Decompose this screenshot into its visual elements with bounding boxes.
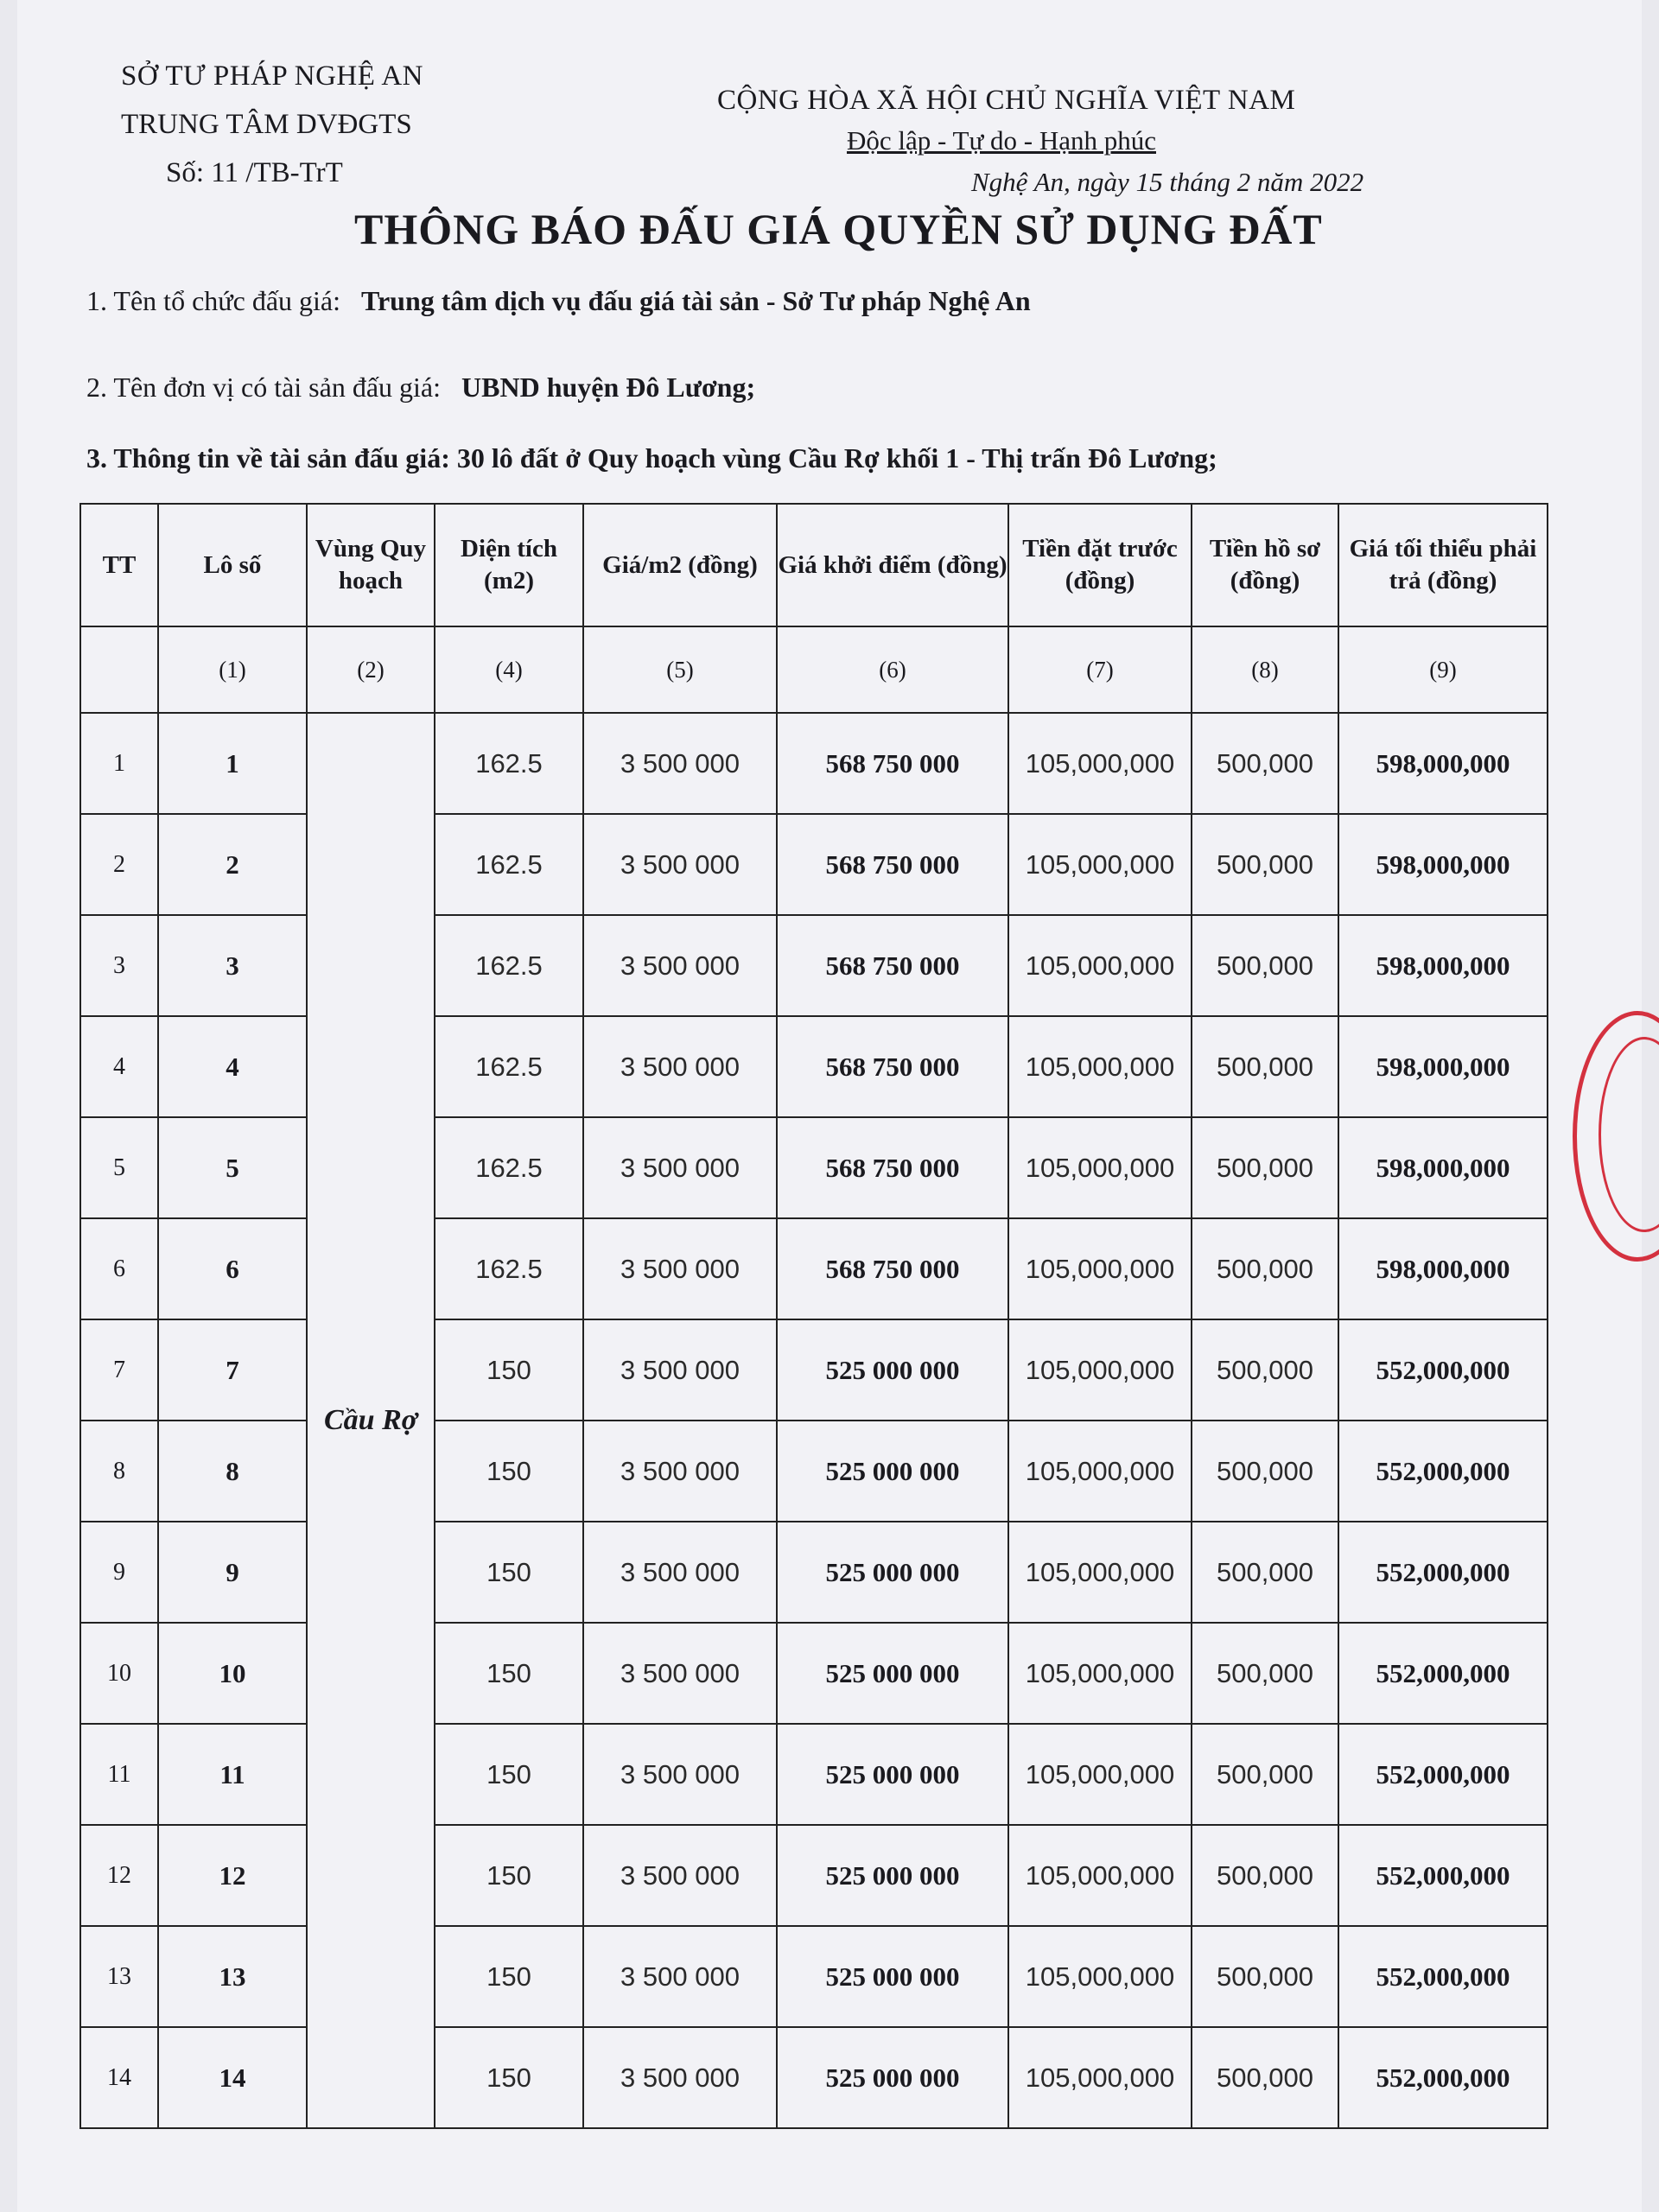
row-index: 14 — [80, 2027, 158, 2128]
column-number: (5) — [583, 626, 777, 713]
table-row — [80, 1926, 1548, 2027]
table-row — [80, 1218, 1548, 1319]
area-cell: 150 — [435, 1825, 583, 1926]
price-per-m2-cell: 3 500 000 — [583, 1522, 777, 1623]
table-row — [80, 1724, 1548, 1825]
info-item-1-value: Trung tâm dịch vụ đấu giá tài sản - Sở Tư pháp Nghệ An — [361, 285, 1031, 316]
row-index: 1 — [80, 713, 158, 814]
lot-number: 13 — [158, 1926, 307, 2027]
auction-lots-table — [79, 503, 1548, 2129]
row-index: 10 — [80, 1623, 158, 1724]
area-cell: 162.5 — [435, 915, 583, 1016]
issue-date: Nghệ An, ngày 15 tháng 2 năm 2022 — [971, 167, 1364, 197]
info-item-2-label: 2. Tên đơn vị có tài sản đấu giá: — [86, 372, 442, 403]
min-payment-cell: 598,000,000 — [1338, 1218, 1548, 1319]
column-number: (4) — [435, 626, 583, 713]
deposit-cell: 105,000,000 — [1008, 713, 1192, 814]
lot-number: 8 — [158, 1421, 307, 1522]
table-row — [80, 1623, 1548, 1724]
column-header: Tiền hồ sơ (đồng) — [1192, 504, 1338, 626]
min-payment-cell: 598,000,000 — [1338, 713, 1548, 814]
lot-number: 12 — [158, 1825, 307, 1926]
lot-number: 6 — [158, 1218, 307, 1319]
column-header: Diện tích (m2) — [435, 504, 583, 626]
starting-price-cell: 525 000 000 — [777, 2027, 1008, 2128]
table-row — [80, 814, 1548, 915]
price-per-m2-cell: 3 500 000 — [583, 1319, 777, 1421]
area-cell: 150 — [435, 1522, 583, 1623]
info-item-1 — [86, 285, 1031, 317]
price-per-m2-cell: 3 500 000 — [583, 1016, 777, 1117]
info-item-2 — [86, 372, 755, 404]
min-payment-cell: 552,000,000 — [1338, 1724, 1548, 1825]
price-per-m2-cell: 3 500 000 — [583, 713, 777, 814]
deposit-cell: 105,000,000 — [1008, 1623, 1192, 1724]
fee-cell: 500,000 — [1192, 1724, 1338, 1825]
row-index: 3 — [80, 915, 158, 1016]
price-per-m2-cell: 3 500 000 — [583, 1218, 777, 1319]
fee-cell: 500,000 — [1192, 1522, 1338, 1623]
column-number: (6) — [777, 626, 1008, 713]
column-number — [80, 626, 158, 713]
column-header: Giá/m2 (đồng) — [583, 504, 777, 626]
price-per-m2-cell: 3 500 000 — [583, 915, 777, 1016]
min-payment-cell: 552,000,000 — [1338, 1926, 1548, 2027]
lot-number: 3 — [158, 915, 307, 1016]
fee-cell: 500,000 — [1192, 1319, 1338, 1421]
column-number: (7) — [1008, 626, 1192, 713]
column-header: Giá khởi điểm (đồng) — [777, 504, 1008, 626]
starting-price-cell: 525 000 000 — [777, 1623, 1008, 1724]
deposit-cell: 105,000,000 — [1008, 915, 1192, 1016]
min-payment-cell: 552,000,000 — [1338, 1421, 1548, 1522]
table-row — [80, 1421, 1548, 1522]
row-index: 7 — [80, 1319, 158, 1421]
fee-cell: 500,000 — [1192, 1623, 1338, 1724]
fee-cell: 500,000 — [1192, 915, 1338, 1016]
column-number: (1) — [158, 626, 307, 713]
row-index: 6 — [80, 1218, 158, 1319]
center-name: TRUNG TÂM DVĐGTS — [121, 109, 412, 140]
deposit-cell: 105,000,000 — [1008, 1724, 1192, 1825]
row-index: 12 — [80, 1825, 158, 1926]
price-per-m2-cell: 3 500 000 — [583, 1724, 777, 1825]
area-cell: 150 — [435, 1319, 583, 1421]
column-header: Vùng Quy hoạch — [307, 504, 435, 626]
row-index: 8 — [80, 1421, 158, 1522]
column-header: Tiền đặt trước (đồng) — [1008, 504, 1192, 626]
starting-price-cell: 568 750 000 — [777, 713, 1008, 814]
national-heading — [717, 85, 1443, 198]
starting-price-cell: 568 750 000 — [777, 814, 1008, 915]
column-number-row — [80, 626, 1548, 713]
deposit-cell: 105,000,000 — [1008, 2027, 1192, 2128]
price-per-m2-cell: 3 500 000 — [583, 814, 777, 915]
deposit-cell: 105,000,000 — [1008, 1522, 1192, 1623]
starting-price-cell: 568 750 000 — [777, 1016, 1008, 1117]
row-index: 4 — [80, 1016, 158, 1117]
planning-zone: Cầu Rợ — [307, 713, 435, 2128]
min-payment-cell: 598,000,000 — [1338, 1016, 1548, 1117]
min-payment-cell: 598,000,000 — [1338, 814, 1548, 915]
column-header: TT — [80, 504, 158, 626]
table-row — [80, 1016, 1548, 1117]
starting-price-cell: 525 000 000 — [777, 1522, 1008, 1623]
table-header-row — [80, 504, 1548, 626]
row-index: 5 — [80, 1117, 158, 1218]
area-cell: 150 — [435, 1623, 583, 1724]
starting-price-cell: 525 000 000 — [777, 1724, 1008, 1825]
fee-cell: 500,000 — [1192, 814, 1338, 915]
min-payment-cell: 552,000,000 — [1338, 1319, 1548, 1421]
fee-cell: 500,000 — [1192, 713, 1338, 814]
min-payment-cell: 552,000,000 — [1338, 1623, 1548, 1724]
starting-price-cell: 568 750 000 — [777, 1218, 1008, 1319]
deposit-cell: 105,000,000 — [1008, 1825, 1192, 1926]
table-row — [80, 915, 1548, 1016]
starting-price-cell: 525 000 000 — [777, 1926, 1008, 2027]
area-cell: 150 — [435, 2027, 583, 2128]
lot-number: 9 — [158, 1522, 307, 1623]
fee-cell: 500,000 — [1192, 1825, 1338, 1926]
area-cell: 150 — [435, 1421, 583, 1522]
info-item-3-value: 30 lô đất ở Quy hoạch vùng Cầu Rợ khối 1 - Thị trấn Đô Lương; — [456, 442, 1217, 474]
info-item-1-label: 1. Tên tổ chức đấu giá: — [86, 285, 340, 316]
deposit-cell: 105,000,000 — [1008, 1218, 1192, 1319]
table-row — [80, 1319, 1548, 1421]
table-row — [80, 2027, 1548, 2128]
lot-number: 10 — [158, 1623, 307, 1724]
min-payment-cell: 552,000,000 — [1338, 1522, 1548, 1623]
fee-cell: 500,000 — [1192, 1016, 1338, 1117]
price-per-m2-cell: 3 500 000 — [583, 1623, 777, 1724]
area-cell: 162.5 — [435, 1218, 583, 1319]
fee-cell: 500,000 — [1192, 2027, 1338, 2128]
department-name: SỞ TƯ PHÁP NGHỆ AN — [121, 60, 423, 92]
column-header: Giá tối thiểu phải trả (đồng) — [1338, 504, 1548, 626]
table-row — [80, 1117, 1548, 1218]
lot-number: 2 — [158, 814, 307, 915]
price-per-m2-cell: 3 500 000 — [583, 1825, 777, 1926]
info-item-2-value: UBND huyện Đô Lương; — [461, 372, 756, 403]
area-cell: 150 — [435, 1926, 583, 2027]
document-number: Số: 11 /TB-TrT — [166, 157, 343, 188]
min-payment-cell: 598,000,000 — [1338, 1117, 1548, 1218]
national-motto: Độc lập - Tự do - Hạnh phúc — [847, 125, 1156, 156]
deposit-cell: 105,000,000 — [1008, 1319, 1192, 1421]
starting-price-cell: 525 000 000 — [777, 1421, 1008, 1522]
republic-name: CỘNG HÒA XÃ HỘI CHỦ NGHĨA VIỆT NAM — [717, 85, 1296, 116]
lot-number: 4 — [158, 1016, 307, 1117]
min-payment-cell: 598,000,000 — [1338, 915, 1548, 1016]
lot-number: 14 — [158, 2027, 307, 2128]
lot-number: 11 — [158, 1724, 307, 1825]
price-per-m2-cell: 3 500 000 — [583, 1926, 777, 2027]
starting-price-cell: 568 750 000 — [777, 915, 1008, 1016]
column-number: (9) — [1338, 626, 1548, 713]
issuer-block — [121, 52, 423, 197]
lot-number: 1 — [158, 713, 307, 814]
area-cell: 162.5 — [435, 713, 583, 814]
row-index: 13 — [80, 1926, 158, 2027]
deposit-cell: 105,000,000 — [1008, 1117, 1192, 1218]
deposit-cell: 105,000,000 — [1008, 814, 1192, 915]
fee-cell: 500,000 — [1192, 1117, 1338, 1218]
row-index: 2 — [80, 814, 158, 915]
lot-number: 5 — [158, 1117, 307, 1218]
table-row — [80, 1522, 1548, 1623]
area-cell: 150 — [435, 1724, 583, 1825]
document-title: THÔNG BÁO ĐẤU GIÁ QUYỀN SỬ DỤNG ĐẤT — [354, 205, 1323, 253]
price-per-m2-cell: 3 500 000 — [583, 1117, 777, 1218]
deposit-cell: 105,000,000 — [1008, 1016, 1192, 1117]
starting-price-cell: 525 000 000 — [777, 1319, 1008, 1421]
row-index: 9 — [80, 1522, 158, 1623]
min-payment-cell: 552,000,000 — [1338, 1825, 1548, 1926]
deposit-cell: 105,000,000 — [1008, 1926, 1192, 2027]
table-row — [80, 1825, 1548, 1926]
column-number: (2) — [307, 626, 435, 713]
table-row — [80, 713, 1548, 814]
starting-price-cell: 568 750 000 — [777, 1117, 1008, 1218]
min-payment-cell: 552,000,000 — [1338, 2027, 1548, 2128]
fee-cell: 500,000 — [1192, 1421, 1338, 1522]
area-cell: 162.5 — [435, 1117, 583, 1218]
info-item-3-label: 3. Thông tin về tài sản đấu giá: — [86, 442, 450, 474]
fee-cell: 500,000 — [1192, 1218, 1338, 1319]
price-per-m2-cell: 3 500 000 — [583, 1421, 777, 1522]
column-number: (8) — [1192, 626, 1338, 713]
row-index: 11 — [80, 1724, 158, 1825]
fee-cell: 500,000 — [1192, 1926, 1338, 2027]
deposit-cell: 105,000,000 — [1008, 1421, 1192, 1522]
area-cell: 162.5 — [435, 814, 583, 915]
area-cell: 162.5 — [435, 1016, 583, 1117]
price-per-m2-cell: 3 500 000 — [583, 2027, 777, 2128]
column-header: Lô số — [158, 504, 307, 626]
lot-number: 7 — [158, 1319, 307, 1421]
starting-price-cell: 525 000 000 — [777, 1825, 1008, 1926]
info-item-3 — [86, 442, 1217, 474]
